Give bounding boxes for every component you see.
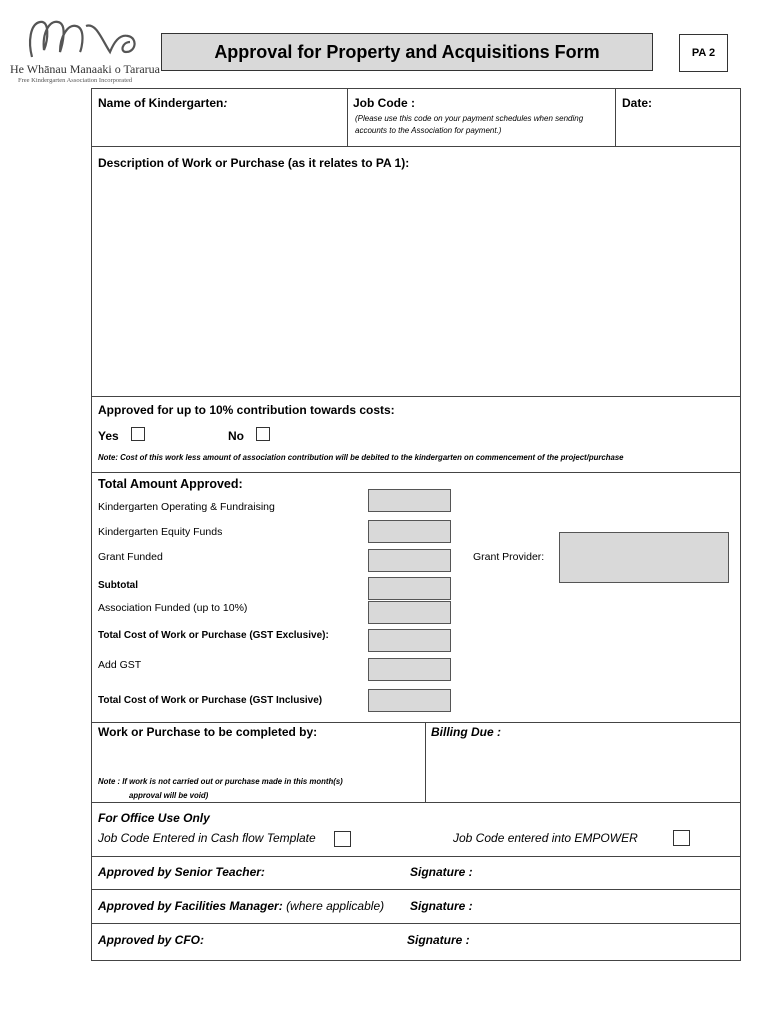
description-input-area[interactable] [92, 176, 740, 394]
form-code: PA 2 [679, 34, 728, 72]
equity-input[interactable] [368, 520, 451, 543]
completion-note-line2: approval will be void) [129, 791, 209, 800]
kindergarten-name-label: Name of Kindergarten [98, 96, 224, 110]
facilities-manager-text: Approved by Facilities Manager: [98, 899, 283, 913]
facilities-manager-label [98, 899, 384, 913]
no-label: No [228, 429, 244, 443]
subtotal-input[interactable] [368, 577, 451, 600]
row-add-gst-label: Add GST [98, 659, 142, 671]
divider [92, 472, 740, 473]
cfo-signature-label: Signature : [407, 933, 470, 947]
divider [92, 802, 740, 803]
grant-input[interactable] [368, 549, 451, 572]
kindergarten-name-field[interactable] [98, 96, 227, 110]
contribution-note: Note: Cost of this work less amount of association contribution will be debited to the kindergarten on commencement of the project/purchase [98, 453, 624, 462]
row-equity-label: Kindergarten Equity Funds [98, 526, 223, 538]
row-gst-inclusive-label: Total Cost of Work or Purchase (GST Inclusive) [98, 695, 323, 706]
form-title: Approval for Property and Acquisitions Form [161, 33, 653, 71]
job-code-label: Job Code : [353, 96, 415, 110]
gst-exclusive-input[interactable] [368, 629, 451, 652]
job-code-note: (Please use this code on your payment schedules when sending accounts to the Association for payment.) [355, 114, 584, 135]
divider [92, 722, 740, 723]
cashflow-checkbox[interactable] [334, 831, 351, 847]
row-association-label: Association Funded (up to 10%) [98, 602, 248, 614]
row-gst-exclusive-label: Total Cost of Work or Purchase (GST Exclusive): [98, 630, 329, 641]
date-label: Date: [622, 96, 653, 110]
row-grant-label: Grant Funded [98, 551, 163, 563]
completion-label: Work or Purchase to be completed by: [98, 725, 318, 739]
operating-input[interactable] [368, 489, 451, 512]
logo-subtitle: Free Kindergarten Association Incorporated [18, 77, 133, 84]
office-heading: For Office Use Only [98, 811, 210, 825]
description-label: Description of Work or Purchase (as it relates to PA 1): [98, 156, 410, 170]
divider [615, 89, 616, 146]
gst-inclusive-input[interactable] [368, 689, 451, 712]
association-input[interactable] [368, 601, 451, 624]
logo-swirl-icon [10, 12, 160, 62]
logo [10, 12, 160, 90]
senior-teacher-label: Approved by Senior Teacher: [98, 865, 265, 879]
senior-signature-label: Signature : [410, 865, 473, 879]
empower-label: Job Code entered into EMPOWER [453, 831, 638, 845]
completion-note-line1: Note : If work is not carried out or purchase made in this month(s) [98, 777, 343, 786]
divider [425, 722, 426, 802]
billing-due-label: Billing Due : [431, 725, 501, 739]
cashflow-label: Job Code Entered in Cash flow Template [98, 831, 316, 845]
divider [92, 889, 740, 890]
divider [92, 146, 740, 147]
facilities-signature-label: Signature : [410, 899, 473, 913]
yes-checkbox[interactable] [131, 427, 145, 441]
row-subtotal-label: Subtotal [98, 580, 138, 591]
logo-name: He Whānau Manaaki o Tararua [10, 62, 160, 76]
empower-checkbox[interactable] [673, 830, 690, 846]
facilities-manager-note: (where applicable) [286, 899, 385, 913]
divider [92, 396, 740, 397]
yes-label: Yes [98, 429, 119, 443]
kindergarten-name-colon: : [223, 96, 228, 110]
cfo-label: Approved by CFO: [98, 933, 205, 947]
contribution-label: Approved for up to 10% contribution towards costs: [98, 403, 395, 417]
row-operating-label: Kindergarten Operating & Fundraising [98, 501, 275, 513]
divider [92, 856, 740, 857]
grant-provider-label: Grant Provider: [473, 551, 545, 563]
total-heading: Total Amount Approved: [98, 477, 243, 491]
divider [92, 923, 740, 924]
grant-provider-input[interactable] [559, 532, 729, 583]
divider [347, 89, 348, 146]
add-gst-input[interactable] [368, 658, 451, 681]
no-checkbox[interactable] [256, 427, 270, 441]
